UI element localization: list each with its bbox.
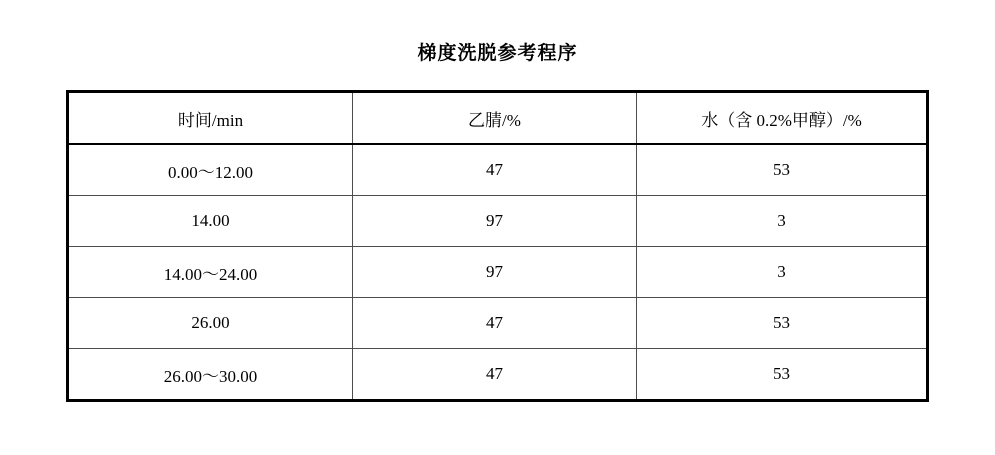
table-cell-time: 0.00～12.00 <box>68 144 353 196</box>
table-cell-acetonitrile: 47 <box>353 298 637 349</box>
gradient-elution-table <box>66 90 929 402</box>
table-cell-time: 26.00 <box>68 298 353 349</box>
table-cell-water: 53 <box>637 349 928 401</box>
table-cell-water: 3 <box>637 196 928 247</box>
page-title: 梯度洗脱参考程序 <box>417 43 578 64</box>
header-cell-water-methanol: 水（含 0.2%甲醇）/% <box>637 92 928 145</box>
table-cell-time: 14.00 <box>68 196 353 247</box>
table-cell-time: 26.00～30.00 <box>68 349 353 401</box>
header-cell-acetonitrile: 乙腈/% <box>353 92 637 145</box>
table-row <box>68 144 928 196</box>
table-cell-time: 14.00～24.00 <box>68 247 353 298</box>
table-cell-water: 53 <box>637 144 928 196</box>
table-row <box>68 298 928 349</box>
table-cell-acetonitrile: 47 <box>353 144 637 196</box>
table-row <box>68 196 928 247</box>
header-cell-time: 时间/min <box>68 92 353 145</box>
table-row <box>68 247 928 298</box>
table-header-row <box>68 92 928 145</box>
table-cell-acetonitrile: 47 <box>353 349 637 401</box>
table-cell-water: 53 <box>637 298 928 349</box>
table-cell-acetonitrile: 97 <box>353 247 637 298</box>
table-cell-water: 3 <box>637 247 928 298</box>
table-cell-acetonitrile: 97 <box>353 196 637 247</box>
table-row <box>68 349 928 401</box>
